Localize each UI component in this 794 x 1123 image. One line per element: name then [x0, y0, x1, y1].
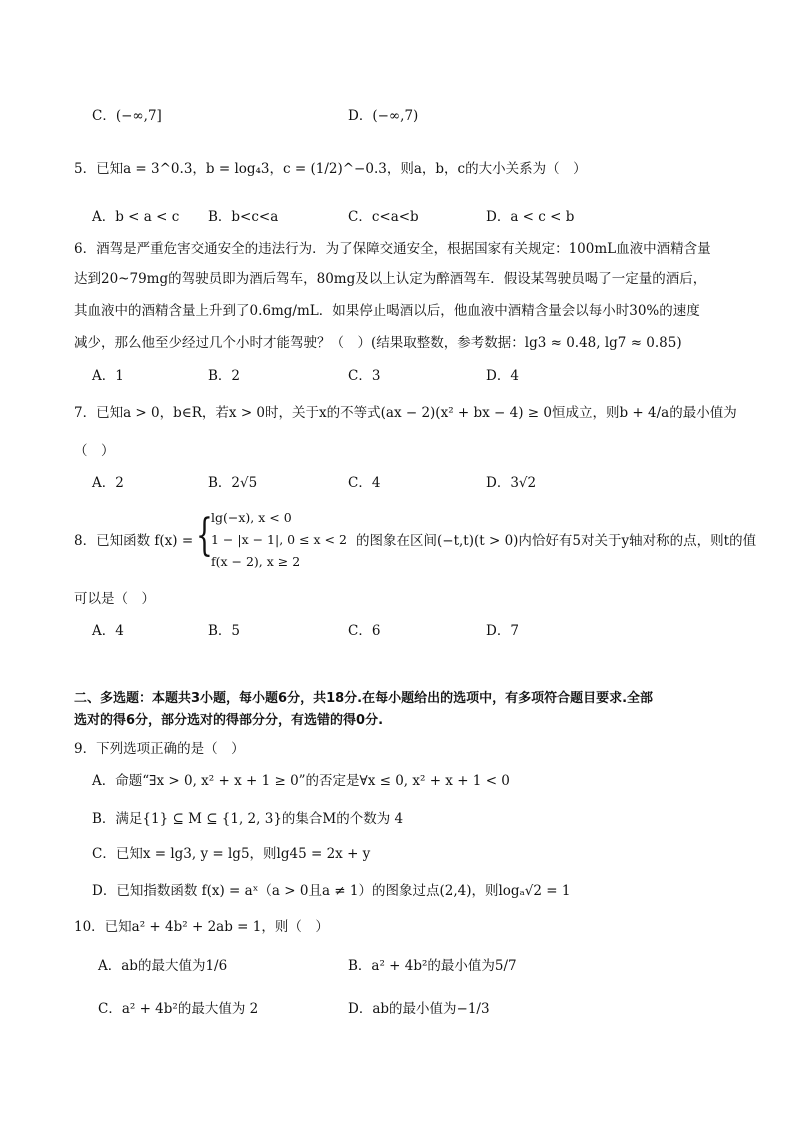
- q8-line-2: 可以是（ ）: [74, 591, 155, 607]
- q10-option-d: D．ab的最小值为−1/3: [348, 1001, 490, 1017]
- q10-stem: 10．已知a² + 4b² + 2ab = 1，则（ ）: [74, 919, 329, 935]
- q8-suffix: 的图象在区间(−t,t)(t > 0)内恰好有5对关于y轴对称的点，则t的值: [356, 533, 757, 549]
- q9-option-b: B．满足{1} ⊆ M ⊆ {1, 2, 3}的集合M的个数为 4: [92, 811, 404, 827]
- q8-option-c: C．6: [348, 623, 381, 639]
- section-2-heading: 二、多选题：本题共3小题，每小题6分，共18分.在每小题给出的选项中，有多项符合题目要求.全部: [74, 691, 654, 706]
- q5-option-a: A．b < a < c: [92, 209, 180, 225]
- q7-option-b: B．2√5: [208, 475, 258, 491]
- q7-line-1: 7．已知a > 0，b∈R，若x > 0时，关于x的不等式(ax − 2)(x² + bx − 4) ≥ 0恒成立，则b + 4/a的最小值为: [74, 405, 737, 421]
- q10-option-a: A．ab的最大值为1/6: [98, 958, 228, 974]
- q6-option-c: C．3: [348, 368, 381, 384]
- q10-option-c: C．a² + 4b²的最大值为 2: [98, 1001, 259, 1017]
- q5-stem: 5．已知a = 3^0.3，b = log₄3，c = (1/2)^−0.3，则a，b，c的大小关系为（ ）: [74, 161, 587, 177]
- q5-option-d: D．a < c < b: [486, 209, 575, 225]
- q8-option-b: B．5: [208, 623, 241, 639]
- q6-option-d: D．4: [486, 368, 519, 384]
- q8-option-d: D．7: [486, 623, 519, 639]
- q6-line-2: 达到20~79mg的驾驶员即为酒后驾车，80mg及以上认定为醉酒驾车．假设某驾驶员喝了一定量的酒后，: [74, 271, 707, 287]
- q4-option-c: C．(−∞,7]: [92, 108, 162, 124]
- q5-option-b: B．b<c<a: [208, 209, 279, 225]
- q4-option-d: D．(−∞,7): [348, 108, 419, 124]
- q6-line-3: 其血液中的酒精含量上升到了0.6mg/mL．如果停止喝酒以后，他血液中酒精含量会以每小时30%的速度: [74, 303, 700, 319]
- q9-option-c: C．已知x = lg3, y = lg5，则lg45 = 2x + y: [92, 846, 371, 862]
- q8-option-a: A．4: [92, 623, 124, 639]
- q9-option-d: D．已知指数函数 f(x) = aˣ（a > 0且a ≠ 1）的图象过点(2,4)，则logₐ√2 = 1: [92, 883, 571, 899]
- q9-stem: 9．下列选项正确的是（ ）: [74, 741, 245, 757]
- q10-option-b: B．a² + 4b²的最小值为5/7: [348, 958, 517, 974]
- q6-line-1: 6．酒驾是严重危害交通安全的违法行为．为了保障交通安全，根据国家有关规定：100mL血液中酒精含量: [74, 241, 711, 257]
- q6-option-a: A．1: [92, 368, 124, 384]
- q6-line-4: 减少，那么他至少经过几个小时才能驾驶？（ ）(结果取整数，参考数据：lg3 ≈ 0.48, lg7 ≈ 0.85): [74, 335, 682, 351]
- q8-brace: {: [196, 510, 213, 561]
- q7-option-d: D．3√2: [486, 475, 537, 491]
- q8-case-2: 1 − |x − 1|, 0 ≤ x < 2: [211, 532, 347, 547]
- q9-option-a: A．命题“∃x > 0, x² + x + 1 ≥ 0”的否定是∀x ≤ 0, x² + x + 1 < 0: [92, 773, 510, 789]
- q7-option-c: C．4: [348, 475, 381, 491]
- q8-case-3: f(x − 2), x ≥ 2: [211, 554, 301, 569]
- q7-option-a: A．2: [92, 475, 124, 491]
- q7-line-2: （ ）: [74, 443, 115, 459]
- section-2-heading-cont: 选对的得6分，部分选对的得部分分，有选错的得0分.: [74, 713, 384, 728]
- q5-option-c: C．c<a<b: [348, 209, 419, 225]
- q8-case-1: lg(−x), x < 0: [211, 510, 292, 525]
- q6-option-b: B．2: [208, 368, 241, 384]
- q8-prefix: 8．已知函数 f(x) =: [74, 533, 194, 549]
